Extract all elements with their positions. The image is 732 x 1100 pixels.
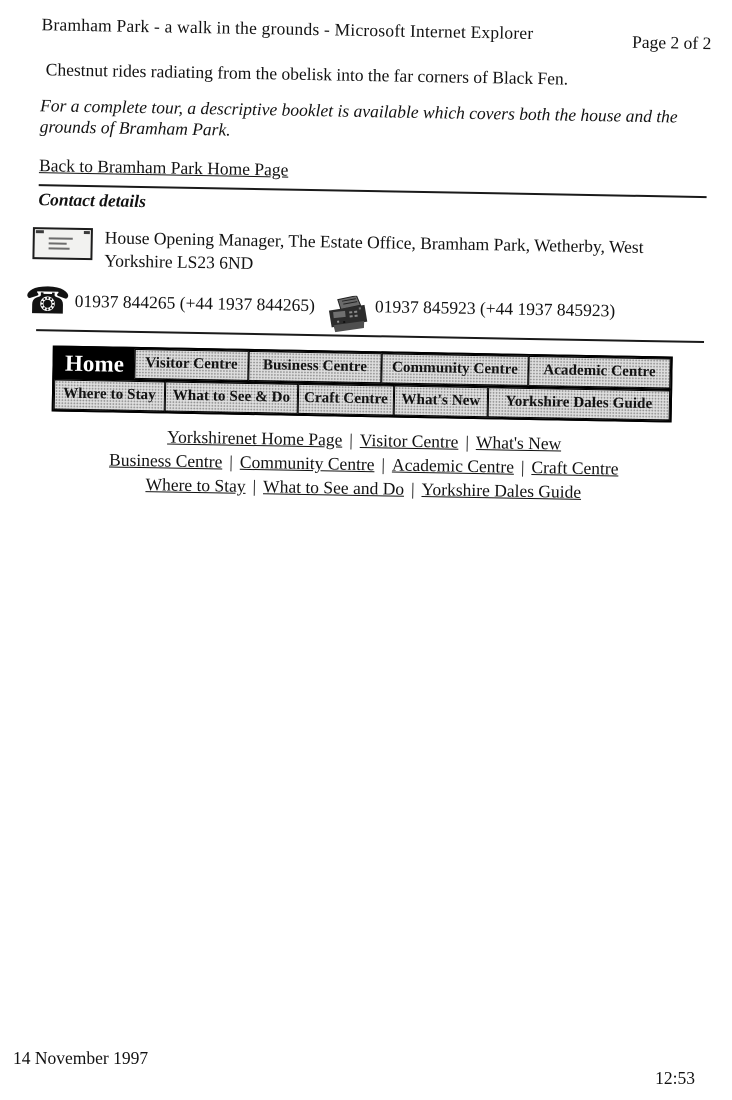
nav-cell-craft-centre[interactable]: Craft Centre [298, 384, 395, 416]
separator: | [465, 431, 470, 452]
link-yorkshire-dales-guide[interactable]: Yorkshire Dales Guide [421, 478, 582, 502]
link-what-to-see-and-do[interactable]: What to See and Do [262, 476, 405, 499]
fax-machine-icon [324, 295, 371, 334]
back-to-home-link[interactable]: Back to Bramham Park Home Page [38, 154, 289, 180]
telephone-icon: ☎ [24, 278, 72, 323]
postal-address: House Opening Manager, The Estate Office, Bramham Park, Wetherby, West Yorkshire LS23 6ND [104, 227, 644, 273]
link-visitor-centre[interactable]: Visitor Centre [359, 429, 459, 452]
link-yorkshirenet-home[interactable]: Yorkshirenet Home Page [167, 426, 343, 450]
separator: | [520, 456, 525, 477]
address-row [32, 225, 708, 283]
nav-cell-home[interactable]: Home [54, 347, 135, 380]
print-time: 12:53 [655, 1068, 695, 1088]
site-nav-table [52, 345, 673, 422]
window-title: Bramham Park - a walk in the grounds - Microsoft Internet Explorer [41, 14, 534, 43]
link-business-centre[interactable]: Business Centre [108, 449, 223, 472]
nav-cell-whats-new[interactable]: What's New [394, 385, 489, 417]
link-craft-centre[interactable]: Craft Centre [531, 456, 619, 479]
body-paragraph: Chestnut rides radiating from the obelisk into the far corners of Black Fen. [45, 59, 569, 89]
nav-cell-visitor-centre[interactable]: Visitor Centre [134, 349, 249, 381]
nav-cell-what-to-see-do[interactable]: What to See & Do [165, 381, 299, 413]
separator: | [252, 475, 257, 496]
separator: | [229, 451, 234, 472]
print-header [41, 14, 711, 54]
contact-details-heading: Contact details [38, 188, 147, 211]
separator: | [349, 429, 354, 450]
page-number: Page 2 of 2 [631, 31, 712, 54]
booklet-note-paragraph: For a complete tour, a descriptive booklet is available which covers both the house and the grounds of Bramham Park. [39, 95, 678, 140]
nav-cell-yorkshire-dales-guide[interactable]: Yorkshire Dales Guide [488, 387, 671, 420]
phone-number: 01937 844265 (+44 1937 844265) [74, 291, 316, 316]
fax-number: 01937 845923 (+44 1937 845923) [374, 296, 616, 321]
separator: | [381, 454, 386, 475]
envelope-icon [32, 227, 93, 260]
link-community-centre[interactable]: Community Centre [239, 451, 375, 475]
phone-fax-row [24, 278, 706, 330]
printed-page-content [0, 0, 732, 506]
nav-cell-where-to-stay[interactable]: Where to Stay [54, 379, 166, 411]
footer-text-links [33, 422, 694, 506]
nav-cell-academic-centre[interactable]: Academic Centre [528, 356, 671, 389]
link-academic-centre[interactable]: Academic Centre [391, 454, 515, 477]
nav-cell-community-centre[interactable]: Community Centre [381, 353, 529, 386]
link-where-to-stay[interactable]: Where to Stay [145, 474, 246, 496]
separator: | [410, 478, 415, 499]
nav-cell-business-centre[interactable]: Business Centre [248, 351, 382, 383]
link-whats-new[interactable]: What's New [475, 431, 562, 454]
print-date: 14 November 1997 [13, 1048, 149, 1068]
